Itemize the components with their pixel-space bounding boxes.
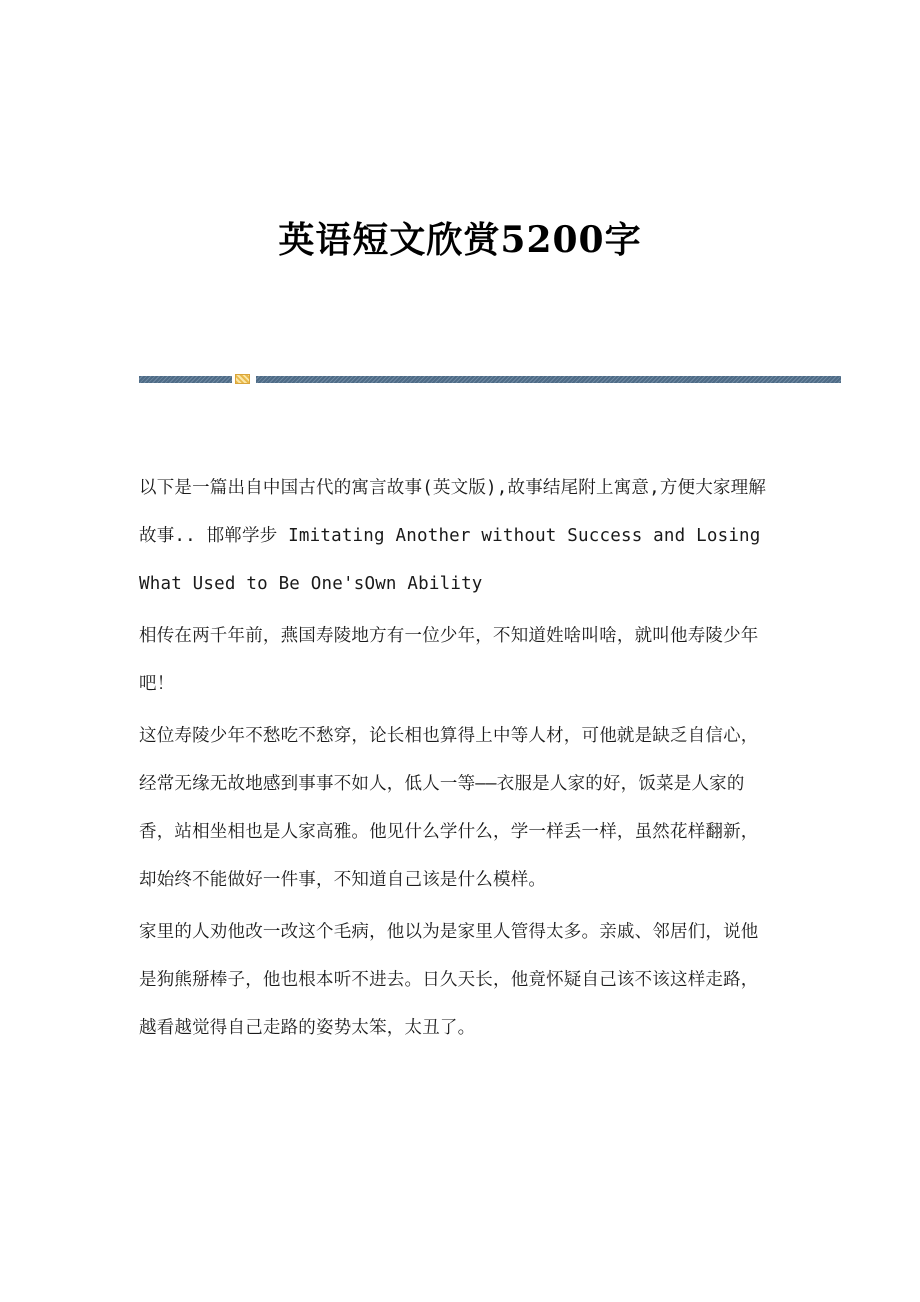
paragraph-1: 相传在两千年前，燕国寿陵地方有一位少年，不知道姓啥叫啥，就叫他寿陵少年吧！: [139, 626, 759, 694]
divider-bar-left: [139, 376, 232, 383]
document-title: 英语短文欣赏5200字: [278, 219, 642, 261]
document-body: [139, 464, 775, 1056]
title-divider: [139, 374, 841, 384]
divider-ornament-icon: [235, 374, 250, 384]
paragraph-3: 家里的人劝他改一改这个毛病，他以为是家里人管得太多。亲戚、邻居们，说他是狗熊掰棒子，他也根本听不进去。日久天长，他竟怀疑自己该不该这样走路，越看越觉得自己走路的姿势太笨，太丑了。: [139, 922, 759, 1038]
paragraph-2: 这位寿陵少年不愁吃不愁穿，论长相也算得上中等人材，可他就是缺乏自信心，经常无缘无故地感到事事不如人，低人一等——衣服是人家的好，饭菜是人家的香，站相坐相也是人家高雅。他见什么学什么，学一样丢一样，虽然花样翻新，却始终不能做好一件事，不知道自己该是什么模样。: [139, 726, 759, 890]
divider-bar-right: [256, 376, 841, 383]
paragraph-intro: 以下是一篇出自中国古代的寓言故事(英文版),故事结尾附上寓意,方便大家理解故事.. 邯郸学步 Imitating Another without Success and Losing What Used to Be One'sOwn Ability: [139, 478, 767, 594]
